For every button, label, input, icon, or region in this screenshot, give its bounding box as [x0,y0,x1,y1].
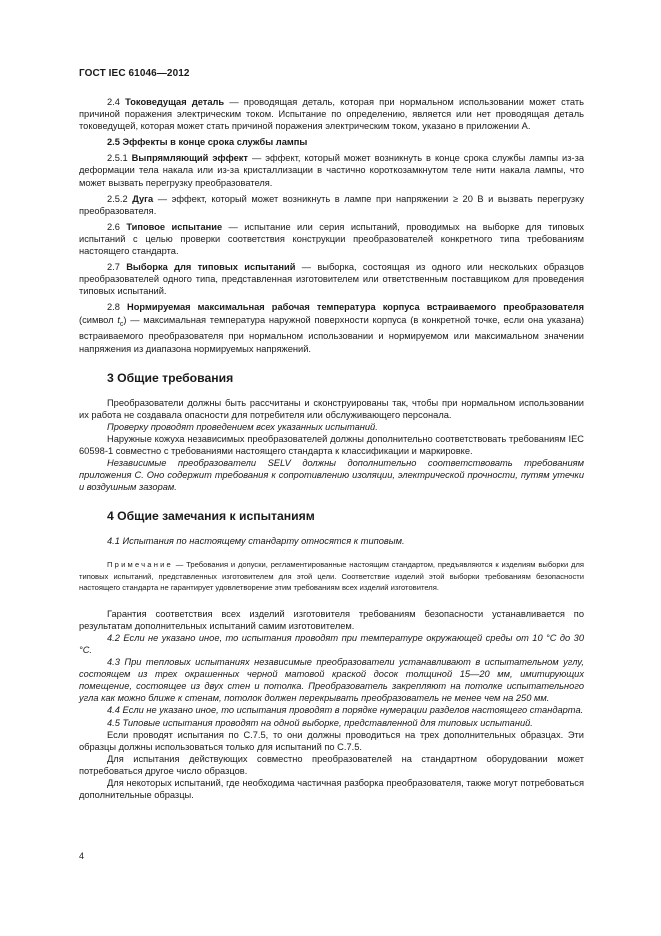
paragraph: Гарантия соответствия всех изделий изготовителя требованиям безопасности устанавливается по результатам дополнительных испытаний самим изготовителем. [79,608,584,631]
symbol-t: t [117,314,120,325]
note-text: — Требования и допуски, регламентированные настоящим стандартом, предъявляются к изделиям выборки для типовых испытаний, представленных изготовителем для этой цели. Соответствие изделий этой выборки требованиям безопасности настоящего стандарта не гарантирует удовлетворение этим требованиям всех изделий изготовителя. [79,560,584,593]
definition-text: — эффект, который может возникнуть в конце срока службы лампы из-за деформации тела накала или из-за кристаллизации в частично короткозамкнутом теле нити накала лампы, что может вызвать перегрузку преобразователя. [79,153,585,188]
defined-term: Типовое испытание [126,221,223,232]
clause-number: 2.5.2 [107,193,128,204]
clause-number: 2.8 [107,302,120,313]
definition-text: — выборка, состоящая из одного или нескольких образцов преобразователей одного типа, представленная изготовителем или ответственным поставщиком для проведения типовых испытаний. [79,262,584,297]
paragraph-italic: Независимые преобразователи SELV должны дополнительно соответствовать требованиям приложения С. Оно содержит требования к сопротивлению изоляции, электрической прочности, путям утечки и воздушным зазорам. [79,458,584,493]
definition-2-4 [79,96,584,132]
section-heading-3: 3 Общие требования [107,370,234,385]
clause-4-4: 4.4 Если не указано иное, то испытания проводят в порядке нумерации разделов настоящего стандарта. [107,705,584,716]
paragraph-italic: Проверку проводят проведением всех указанных испытаний. [107,421,378,432]
definition-2-7 [79,261,584,297]
page-header: ГОСТ IEC 61046—2012 [79,68,190,79]
defined-term: Выпрямляющий эффект [131,153,248,164]
symbol-subscript: c [119,320,124,328]
paragraph: Если проводят испытания по С.7.5, то они должны проводиться на трех дополнительных образцах. Эти образцы должны использоваться только для испытаний по С.7.5. [79,729,584,752]
defined-term: Дуга [132,193,154,204]
definition-2-5-2 [79,193,584,217]
definition-text: ) — максимальная температура наружной поверхности корпуса (в конкретной точке, если она указана) встраиваемого преобразователя при нормальном использовании и нормируемом или максимальном значении напряжения из диапазона нормируемых напряжений. [79,314,584,354]
defined-term: Нормируемая максимальная рабочая температура корпуса встраиваемого преобразователя [127,302,584,313]
clause-4-2: 4.2 Если не указано иное, то испытания проводят при температуре окружающей среды от 10 °C до 30 °C. [79,632,584,655]
clause-number: 2.4 [107,97,120,107]
clause-number: 2.5.1 [107,153,128,164]
definition-text: — испытание или серия испытаний, проводимых на выборке для типовых испытаний с целью проверки соответствия конструкции преобразователей конкретного типа требованиям настоящего стандарта. [79,221,584,257]
definition-2-8 [79,301,584,354]
definition-2-5-1 [79,152,584,188]
paragraph: Наружные кожуха независимых преобразователей должны дополнительно соответствовать требованиям IEC 60598-1 совместно с требованиями настоящего стандарта к классификации и маркировке. [79,433,584,457]
note [79,559,584,593]
paragraph: Для некоторых испытаний, где необходима частичная разборка преобразователя, также могут потребоваться дополнительные образцы. [79,778,584,801]
clause-4-5: 4.5 Типовые испытания проводят на одной выборке, представленной для типовых испытаний. [107,717,533,728]
clause-number: 2.6 [107,221,120,232]
clause-4-3: 4.3 При тепловых испытаниях независимые преобразователи устанавливают в испытательном углу, состоящем из трех окрашенных черной матовой краской досок толщиной 15—20 мм, имитирующих помещение, состоящее из двух стен и потолка. Преобразователь закрепляют на потолке испытательного угла как можно ближе к стенам, потолок должен перекрывать преобразователь не менее чем на 250 мм. [79,657,584,704]
clause-number: 2.7 [107,262,120,273]
paragraph: Преобразователи должны быть рассчитаны и сконструированы так, чтобы при нормальном использовании их работа не создавала опасности для потребителя или обслуживающего персонала. [79,397,584,420]
paragraph: Для испытания действующих совместно преобразователей на стандартном оборудовании может потребоваться другое число образцов. [79,753,584,776]
section-heading-4: 4 Общие замечания к испытаниям [107,509,315,524]
page-number: 4 [79,851,85,861]
defined-term: Выборка для типовых испытаний [126,262,296,273]
definition-2-6 [79,221,584,257]
clause-4-1: 4.1 Испытания по настоящему стандарту относятся к типовым. [107,536,405,547]
document-body [79,96,584,801]
definition-text: — проводящая деталь, которая при нормальном использовании может стать причиной поражения электрическим током. Испытание по определению, является или нет проводящая деталь токоведущей, которая может стать причиной поражения электрическим током, указано в приложении А. [79,97,584,132]
defined-term: Токоведущая деталь [125,97,225,107]
note-label: Примечание [107,560,173,570]
symbol-open: (символ [79,314,118,325]
definition-text: — эффект, который может возникнуть в лампе при напряжении ≥ 20 В и вызвать перегрузку преобразователя. [79,193,584,216]
subsection-heading-2-5: 2.5 Эффекты в конце срока службы лампы [107,137,308,148]
